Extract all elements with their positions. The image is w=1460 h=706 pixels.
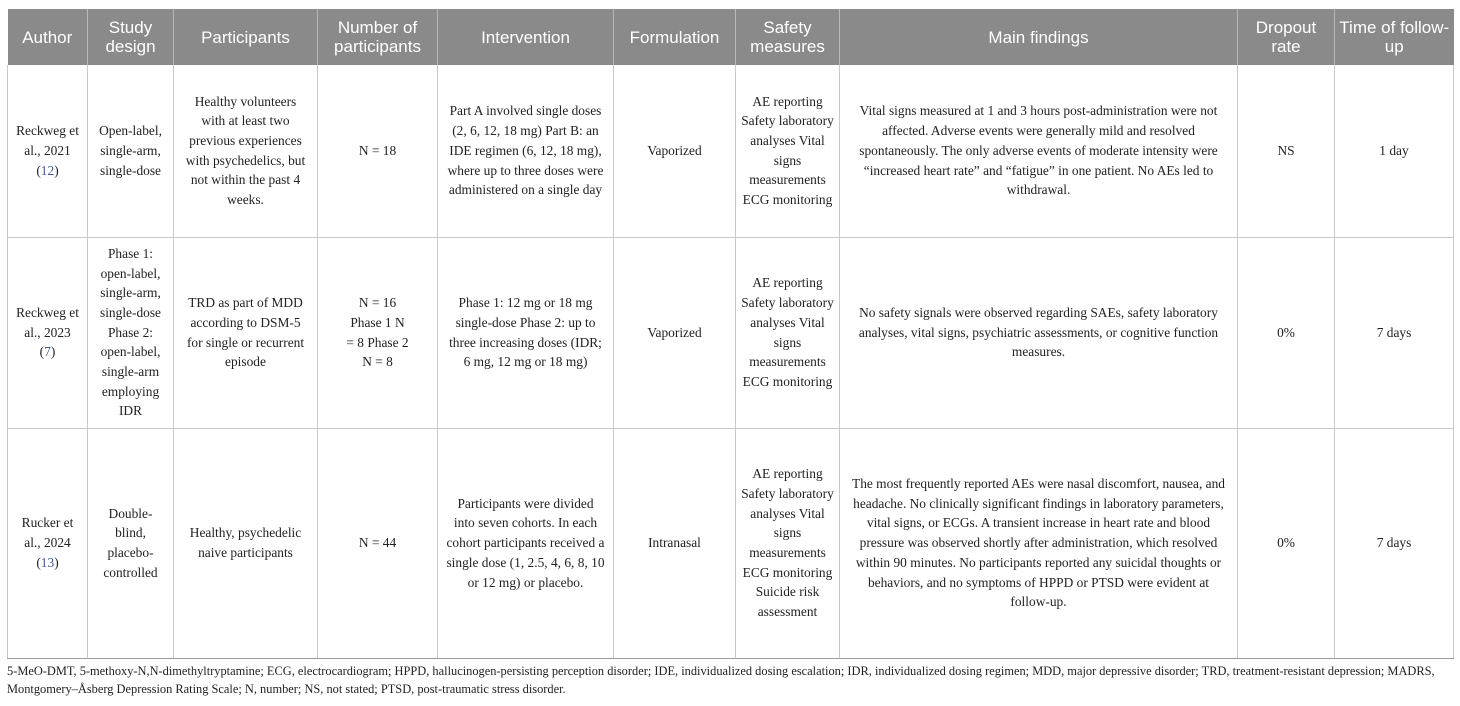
reference-link[interactable]: 12	[40, 162, 55, 178]
author-cell: Rucker et al., 2024 (13)	[8, 428, 88, 658]
table-footnote: 5-MeO-DMT, 5-methoxy-N,N-dimethyltryptamine; ECG, electrocardiogram; HPPD, hallucinogen-persisting perception disorder; IDE, individualized dosing escalation; IDR, individualized dosing regimen; MDD, major depressive disorder; TRD, treatment-resistant depression; MADRS, Montgomery–Åsberg Depression Rating Scale; N, number; NS, not stated; PTSD, post-traumatic stress disorder.	[7, 664, 1435, 696]
dropout-rate-cell: 0%	[1238, 237, 1335, 428]
safety-measures-cell: AE reporting Safety laboratory analyses Vital signs measurements ECG monitoring	[736, 237, 840, 428]
number-of-participants-cell: N = 44	[318, 428, 438, 658]
participants-cell: TRD as part of MDD according to DSM-5 for single or recurrent episode	[174, 237, 318, 428]
main-findings-cell: No safety signals were observed regarding SAEs, safety laboratory analyses, vital signs, psychiatric assessments, or cognitive function measures.	[840, 237, 1238, 428]
header-formulation: Formulation	[614, 9, 736, 65]
intervention-cell: Participants were divided into seven cohorts. In each cohort participants received a single dose (1, 2.5, 4, 6, 8, 10 or 12 mg) or placebo.	[438, 428, 614, 658]
header-intervention: Intervention	[438, 9, 614, 65]
time-of-follow-up-cell: 7 days	[1335, 428, 1454, 658]
participants-cell: Healthy volunteers with at least two previous experiences with psychedelics, but not within the past 4 weeks.	[174, 65, 318, 237]
header-study-design: Study design	[88, 9, 174, 65]
table-row	[8, 428, 1454, 658]
dropout-rate-cell: NS	[1238, 65, 1335, 237]
safety-table-container	[7, 9, 1453, 659]
number-of-participants-cell: N = 16 Phase 1 N = 8 Phase 2 N = 8	[318, 237, 438, 428]
safety-studies-table	[7, 9, 1454, 659]
table-row	[8, 65, 1454, 237]
header-author: Author	[8, 9, 88, 65]
formulation-cell: Vaporized	[614, 237, 736, 428]
safety-measures-cell: AE reporting Safety laboratory analyses Vital signs measurements ECG monitoring	[736, 65, 840, 237]
author-name: Reckweg et al., 2021	[16, 123, 79, 158]
participants-cell: Healthy, psychedelic naive participants	[174, 428, 318, 658]
header-safety-measures: Safety measures	[736, 9, 840, 65]
time-of-follow-up-cell: 7 days	[1335, 237, 1454, 428]
study-design-cell: Phase 1: open-label, single-arm, single-dose Phase 2: open-label, single-arm employing IDR	[88, 237, 174, 428]
header-main-findings: Main findings	[840, 9, 1238, 65]
main-findings-cell: Vital signs measured at 1 and 3 hours post-administration were not affected. Adverse events were generally mild and resolved spontaneously. The only adverse events of moderate intensity were “increased heart rate” and “fatigue” in one patient. No AEs led to withdrawal.	[840, 65, 1238, 237]
safety-measures-cell: AE reporting Safety laboratory analyses Vital signs measurements ECG monitoring Suicide risk assessment	[736, 428, 840, 658]
reference-link[interactable]: 7	[44, 344, 51, 360]
author-cell: Reckweg et al., 2021 (12)	[8, 65, 88, 237]
table-row	[8, 237, 1454, 428]
header-dropout-rate: Dropout rate	[1238, 9, 1335, 65]
main-findings-cell: The most frequently reported AEs were nasal discomfort, nausea, and headache. No clinically significant findings in laboratory parameters, vital signs, or ECGs. A transient increase in heart rate and blood pressure was observed shortly after administration, which resolved within 90 minutes. No participants reported any suicidal thoughts or behaviors, and no symptoms of HPPD or PTSD were evident at follow-up.	[840, 428, 1238, 658]
intervention-cell: Part A involved single doses (2, 6, 12, 18 mg) Part B: an IDE regimen (6, 12, 18 mg), where up to three doses were administered on a single day	[438, 65, 614, 237]
header-number-of-participants: Number of participants	[318, 9, 438, 65]
time-of-follow-up-cell: 1 day	[1335, 65, 1454, 237]
header-participants: Participants	[174, 9, 318, 65]
study-design-cell: Open-label, single-arm, single-dose	[88, 65, 174, 237]
author-name: Rucker et al., 2024	[21, 515, 74, 551]
intervention-cell: Phase 1: 12 mg or 18 mg single-dose Phase 2: up to three increasing doses (IDR; 6 mg, 12 mg or 18 mg)	[438, 237, 614, 428]
formulation-cell: Intranasal	[614, 428, 736, 658]
header-time-of-follow-up: Time of follow-up	[1335, 9, 1454, 65]
number-of-participants-cell: N = 18	[318, 65, 438, 237]
table-header-row	[8, 9, 1454, 65]
formulation-cell: Vaporized	[614, 65, 736, 237]
reference-link[interactable]: 13	[40, 554, 55, 570]
author-name: Reckweg et al., 2023	[16, 304, 79, 340]
study-design-cell: Double-blind, placebo-controlled	[88, 428, 174, 658]
dropout-rate-cell: 0%	[1238, 428, 1335, 658]
author-cell: Reckweg et al., 2023 (7)	[8, 237, 88, 428]
